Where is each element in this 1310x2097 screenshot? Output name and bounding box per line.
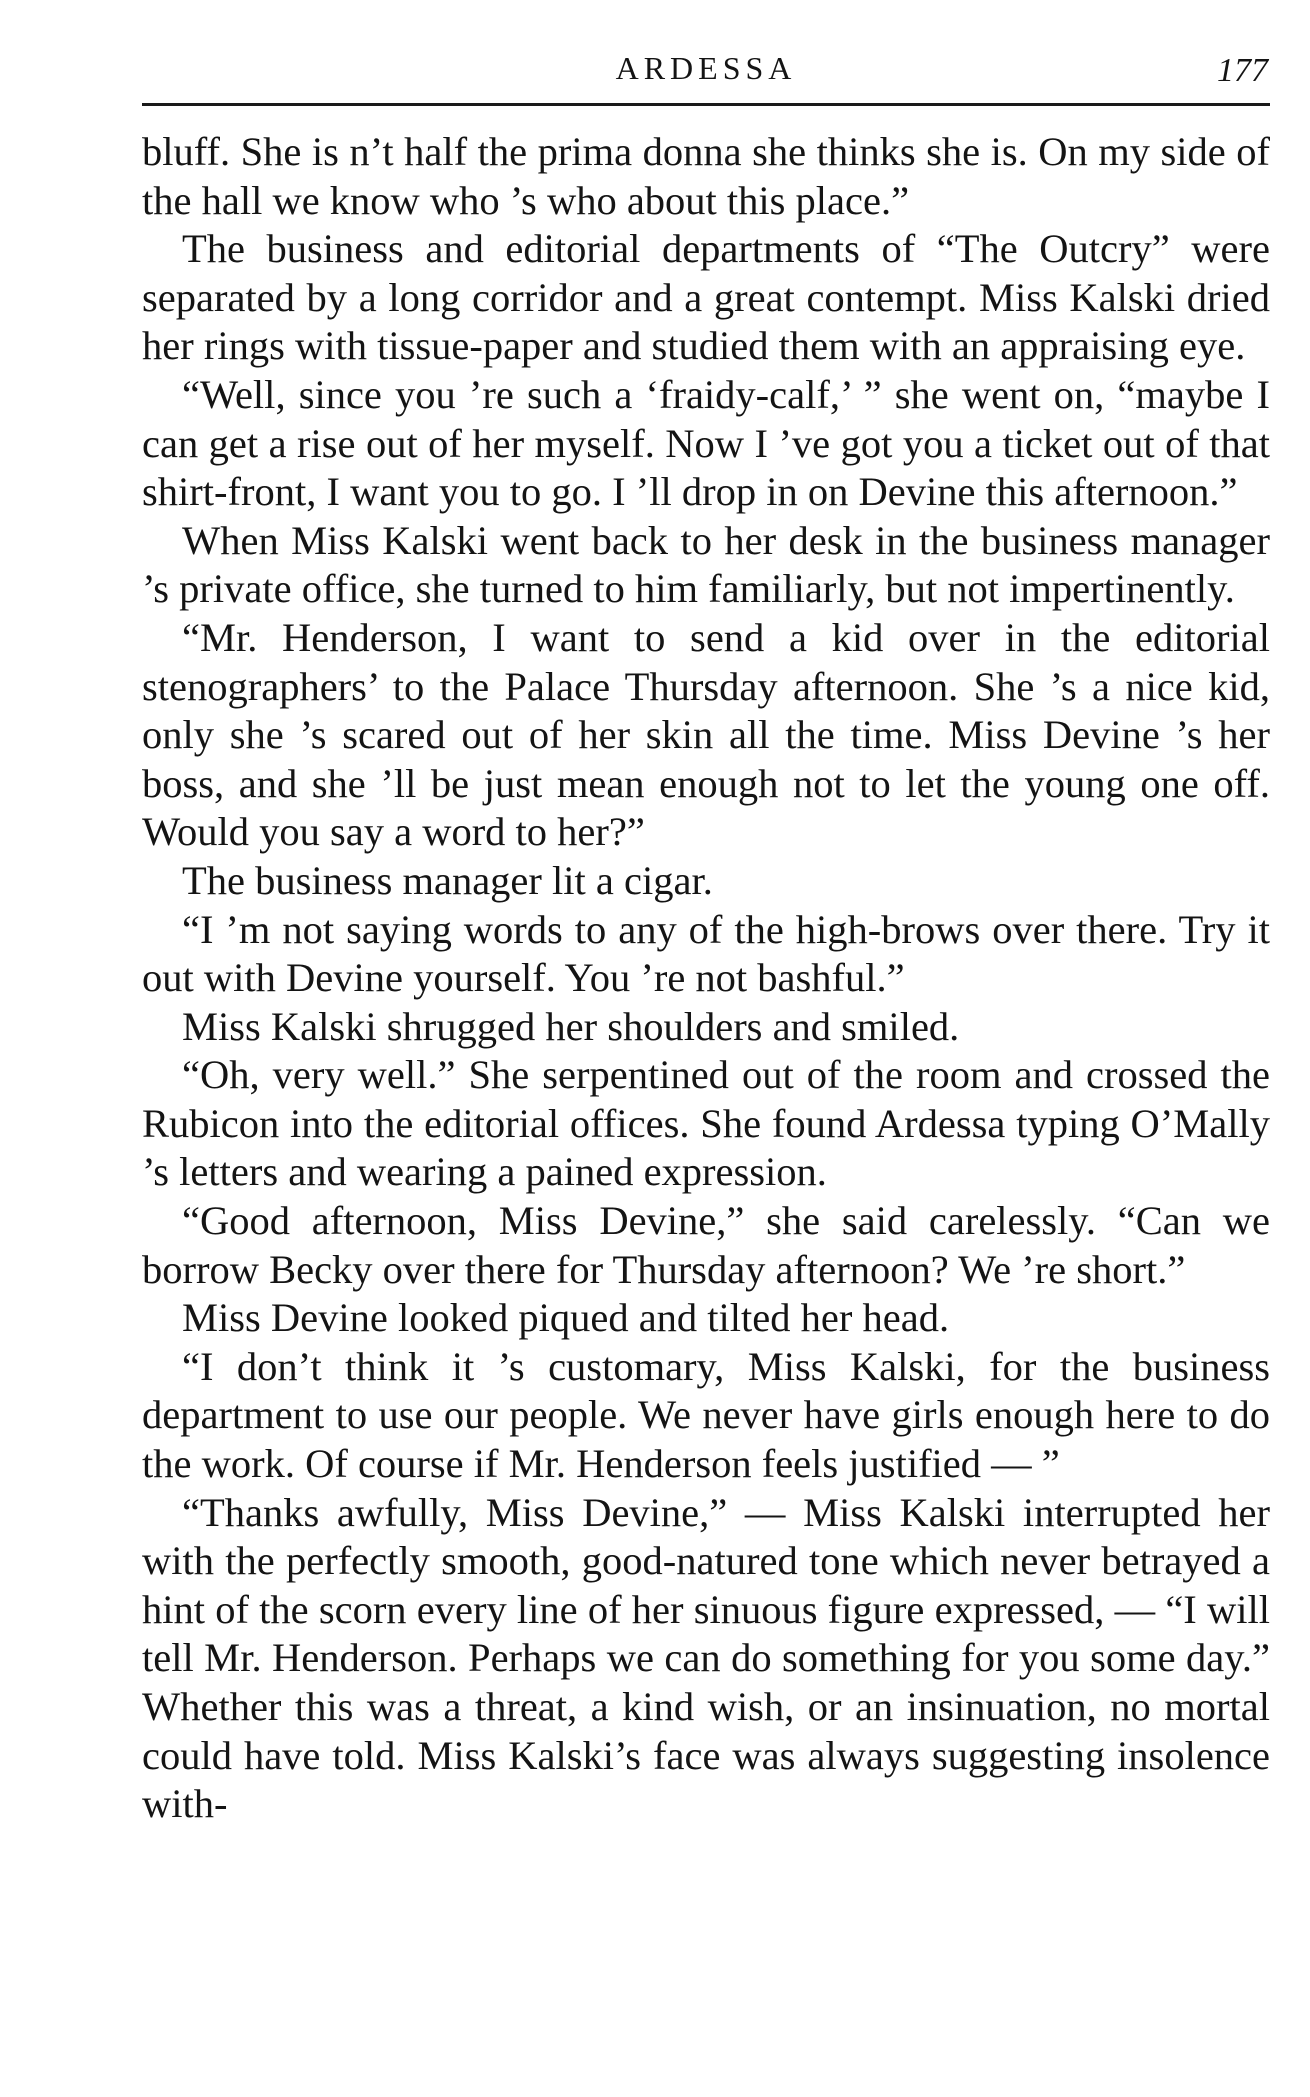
paragraph: The business manager lit a cigar. xyxy=(182,857,713,903)
paragraph: “Good afternoon, Miss Devine,” she said carelessly. “Can we borrow Becky over there for Thursday afternoon? We ’re short.” xyxy=(142,1198,1270,1292)
paragraph: “I don’t think it ’s customary, Miss Kalski, for the business department to use our people. We never have girls enough here to do the work. Of course if Mr. Henderson feels justified — ” xyxy=(142,1343,1270,1487)
paragraph: The business and editorial departments of “The Outcry” were separated by a long corridor and a great contempt. Miss Kalski dried her rings with tissue-paper and studied them with an appraising eye. xyxy=(142,226,1270,369)
paragraph: When Miss Kalski went back to her desk in the business manager ’s private office, she turned to him familiarly, but not impertinently. xyxy=(142,517,1270,612)
paragraph: “I ’m not saying words to any of the high-brows over there. Try it out with Devine yourself. You ’re not bashful.” xyxy=(142,906,1270,1001)
paragraph: “Oh, very well.” She serpentined out of the room and crossed the Rubicon into the editorial offices. She found Ardessa typing O’Mally ’s letters and wearing a pained expression. xyxy=(142,1052,1270,1195)
running-title: ARDESSA xyxy=(615,50,797,86)
paragraph: Miss Kalski shrugged her shoulders and smiled. xyxy=(182,1003,960,1049)
paragraph: “Mr. Henderson, I want to send a kid over in the editorial stenographers’ to the Palace Thursday afternoon. She ’s a nice kid, only she ’s scared out of her skin all the time. Miss Devine ’s her boss, and she ’ll be just mean enough not to let the young one off. Would you say a word to her?” xyxy=(142,614,1270,855)
paragraph: “Thanks awfully, Miss Devine,” — Miss Kalski interrupted her with the perfectly smooth, good-natured tone which never betrayed a hint of the scorn every line of her sinuous figure expressed, — “I will tell Mr. Henderson. Perhaps we can do something for you some day.” Whether this was a threat, a kind wish, or an insinuation, no mortal could have told. Miss Kalski’s face was always suggesting insolence with- xyxy=(142,1489,1270,1827)
paragraph: “Well, since you ’re such a ‘fraidy-calf,’ ” she went on, “maybe I can get a rise out of her myself. Now I ’ve got you a ticket out of that shirt-front, I want you to go. I ’ll drop in on Devine this afternoon.” xyxy=(142,371,1270,515)
page-number: 177 xyxy=(1217,52,1268,89)
paragraph: Miss Devine looked piqued and tilted her head. xyxy=(182,1295,950,1341)
running-head xyxy=(142,46,1270,106)
paragraph: bluff. She is n’t half the prima donna she thinks she is. On my side of the hall we know who ’s who about this place.” xyxy=(142,129,1270,223)
body-text xyxy=(142,128,1270,1829)
